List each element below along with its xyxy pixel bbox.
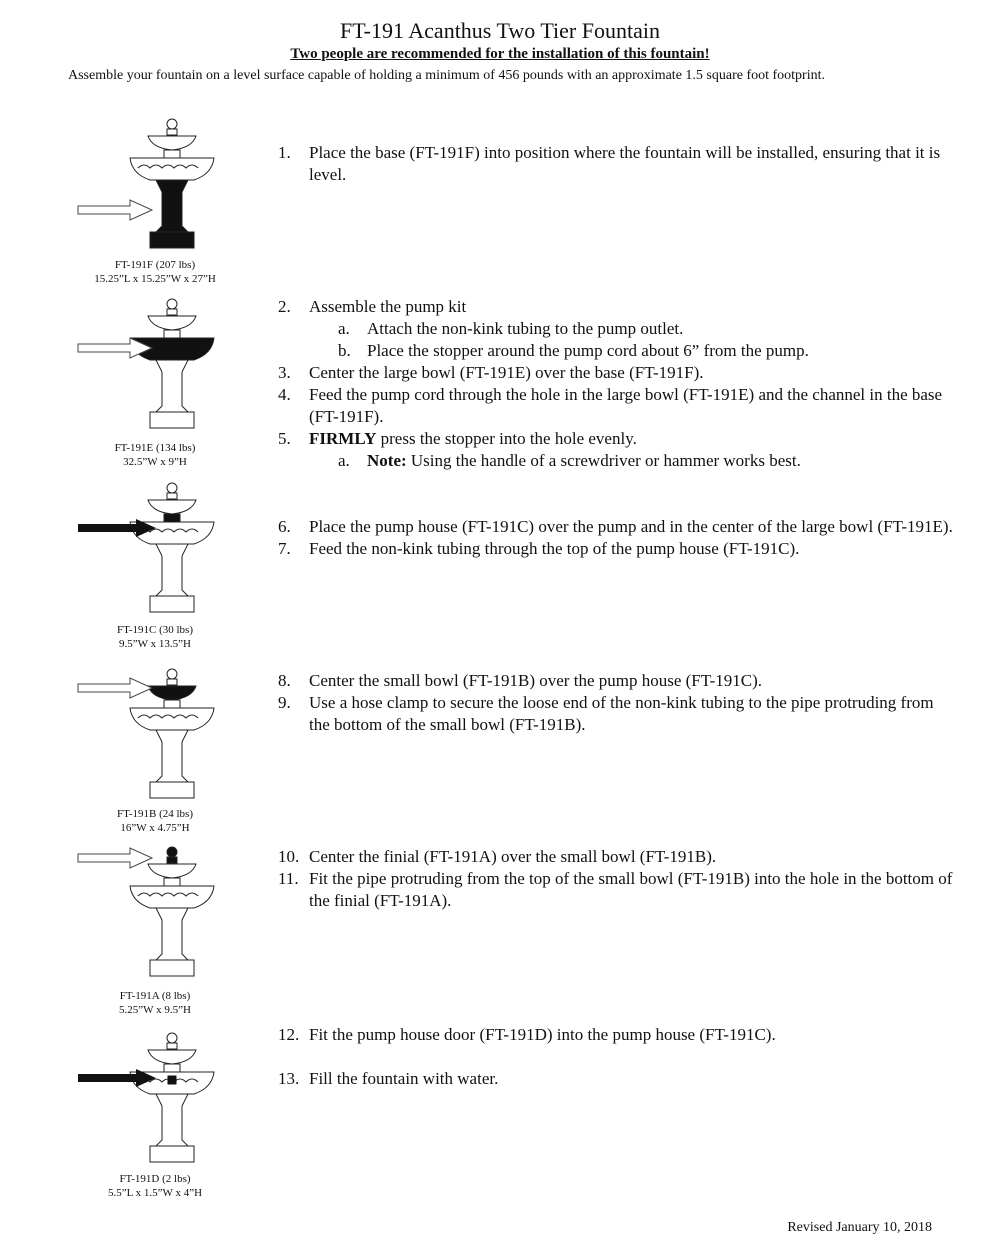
step-number: 11. (278, 869, 299, 888)
caption-small-bowl (60, 807, 250, 835)
pedestal-shape (156, 908, 188, 960)
fountain-drawing (72, 1026, 232, 1168)
step-number: 4. (278, 385, 291, 404)
step-text: Attach the non-kink tubing to the pump outlet. (367, 319, 684, 338)
pedestal-shape (156, 1094, 188, 1146)
caption-part: FT-191C (30 lbs) (117, 624, 193, 636)
page-title: FT-191 Acanthus Two Tier Fountain (340, 18, 660, 43)
caption-door (60, 1172, 250, 1200)
step-group-2 (278, 296, 958, 472)
step-text: Fit the pipe protruding from the top of the small bowl (FT-191B) into the hole in the bottom of the finial (FT-191A). (309, 869, 953, 910)
step-number: 1. (278, 143, 291, 162)
finial-shape (167, 483, 177, 499)
step-text: Feed the pump cord through the hole in the large bowl (FT-191E) and the channel in the base (FT-191F). (309, 385, 943, 426)
step-text: Fill the fountain with water. (309, 1069, 499, 1088)
step-13 (278, 1068, 958, 1090)
step-number: 2. (278, 297, 291, 316)
step-group-3 (278, 516, 958, 560)
step-number: 5. (278, 429, 291, 448)
step-text: Assemble the pump kit (309, 297, 467, 316)
caption-part: FT-191E (134 lbs) (114, 442, 196, 454)
figure-pump-house (72, 476, 232, 618)
step-number: 13. (278, 1069, 300, 1088)
step-group-5 (278, 846, 958, 912)
step-text: Using the handle of a screwdriver or hammer works best. (406, 451, 801, 470)
revision-date: Revised January 10, 2018 (787, 1220, 932, 1235)
step-group-1 (278, 142, 958, 186)
caption-part: FT-191B (24 lbs) (117, 808, 193, 820)
step-text: Place the pump house (FT-191C) over the pump and in the center of the large bowl (FT-191E). (309, 517, 953, 536)
caption-dims: 5.5”L x 1.5”W x 4”H (107, 1187, 203, 1199)
step-12 (278, 1024, 958, 1046)
caption-dims: 5.25”W x 9.5”H (119, 1004, 191, 1016)
outline-arrow (78, 678, 152, 698)
step-8 (278, 670, 958, 692)
warning-subtitle: Two people are recommended for the installation of this fountain! (290, 46, 710, 62)
finial-shape (167, 1033, 177, 1049)
fountain-drawing (72, 662, 232, 804)
step-4 (278, 384, 958, 428)
figure-door (72, 1026, 232, 1168)
step-number: a. (338, 319, 350, 338)
step-number: 12. (278, 1025, 300, 1044)
figure-small-bowl (72, 662, 232, 804)
caption-finial (60, 989, 250, 1017)
fountain-drawing (72, 112, 232, 254)
step-text: Feed the non-kink tubing through the top of the pump house (FT-191C). (309, 539, 800, 558)
step-number: 3. (278, 363, 291, 382)
step-text: Place the base (FT-191F) into position where the fountain will be installed, ensuring that it is level. (309, 143, 941, 184)
step-1 (278, 142, 958, 186)
pedestal-shape (156, 360, 188, 412)
pedestal-shape (156, 180, 188, 232)
step-number: 6. (278, 517, 291, 536)
finial-shape (167, 119, 177, 135)
outline-arrow (78, 200, 152, 220)
step-7 (278, 538, 958, 560)
caption-part: FT-191D (2 lbs) (119, 1173, 191, 1185)
step-emphasis: Note: (367, 451, 407, 470)
step-text: Fit the pump house door (FT-191D) into the pump house (FT-191C). (309, 1025, 776, 1044)
finial-shape (167, 669, 177, 685)
base-block-shape (150, 232, 194, 248)
base-block-shape (150, 960, 194, 976)
pedestal-shape (156, 730, 188, 782)
step-emphasis: FIRMLY (309, 429, 377, 448)
step-5 (278, 428, 958, 450)
large-bowl-shape (130, 886, 214, 908)
caption-dims: 9.5”W x 13.5”H (119, 638, 191, 650)
door-shape (168, 1076, 176, 1084)
step-number: a. (338, 451, 350, 470)
caption-base (60, 258, 250, 286)
finial-shape (167, 299, 177, 315)
step-number: b. (338, 341, 351, 360)
small-bowl-shape (148, 136, 196, 150)
base-block-shape (150, 596, 194, 612)
pedestal-shape (156, 544, 188, 596)
caption-pump-house (60, 623, 250, 651)
step-number: 7. (278, 539, 291, 558)
small-bowl-shape (148, 316, 196, 330)
caption-dims: 15.25”L x 15.25”W x 27”H (94, 273, 216, 285)
step-5a (278, 450, 958, 472)
small-bowl-shape (148, 1050, 196, 1064)
step-number: 8. (278, 671, 291, 690)
caption-dims: 32.5”W x 9”H (123, 456, 187, 468)
caption-dims: 16”W x 4.75”H (120, 822, 190, 834)
step-2a (278, 318, 958, 340)
large-bowl-shape (130, 158, 214, 180)
step-text: press the stopper into the hole evenly. (376, 429, 637, 448)
caption-large-bowl (60, 441, 250, 469)
step-group-4 (278, 670, 958, 736)
step-number: 9. (278, 693, 291, 712)
step-9 (278, 692, 958, 736)
base-block-shape (150, 412, 194, 428)
fountain-drawing (72, 840, 232, 982)
figure-finial (72, 840, 232, 982)
step-10 (278, 846, 958, 868)
step-3 (278, 362, 958, 384)
intro-text: Assemble your fountain on a level surface capable of holding a minimum of 456 pounds with an approximate 1.5 square foot footprint. (68, 68, 825, 83)
step-text: Use a hose clamp to secure the loose end of the non-kink tubing to the pipe protruding from the bottom of the small bowl (FT-191B). (309, 693, 934, 734)
figure-base (72, 112, 232, 254)
step-6 (278, 516, 958, 538)
small-bowl-shape (148, 686, 196, 700)
step-text: Place the stopper around the pump cord about 6” from the pump. (367, 341, 809, 360)
step-text: Center the small bowl (FT-191B) over the pump house (FT-191C). (309, 671, 762, 690)
step-group-6 (278, 1024, 958, 1090)
fountain-drawing (72, 292, 232, 434)
figure-large-bowl (72, 292, 232, 434)
finial-shape (167, 847, 177, 863)
small-bowl-shape (148, 500, 196, 514)
caption-part: FT-191F (207 lbs) (114, 259, 196, 271)
small-bowl-shape (148, 864, 196, 878)
step-text: Center the large bowl (FT-191E) over the base (FT-191F). (309, 363, 704, 382)
fountain-drawing (72, 476, 232, 618)
step-2 (278, 296, 958, 318)
step-number: 10. (278, 847, 300, 866)
outline-arrow (78, 848, 152, 868)
step-text: Center the finial (FT-191A) over the small bowl (FT-191B). (309, 847, 717, 866)
caption-part: FT-191A (8 lbs) (119, 990, 191, 1002)
step-11 (278, 868, 958, 912)
base-block-shape (150, 782, 194, 798)
step-2b (278, 340, 958, 362)
large-bowl-shape (130, 708, 214, 730)
base-block-shape (150, 1146, 194, 1162)
